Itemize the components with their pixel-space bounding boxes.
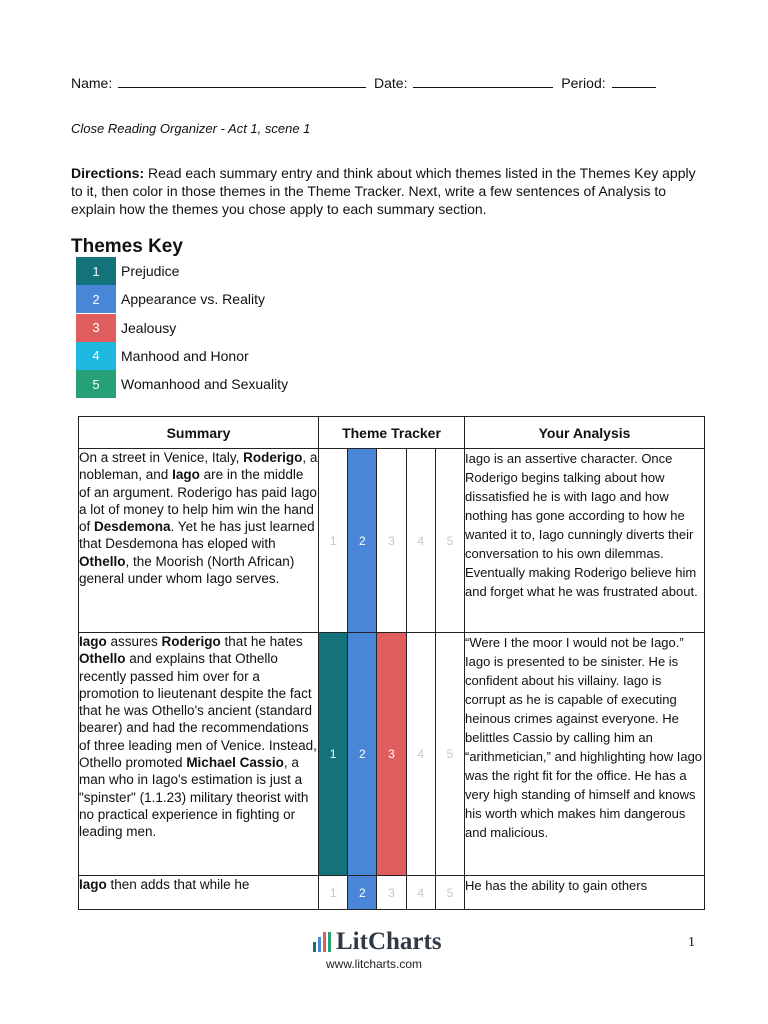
summary-cell [79,449,319,633]
footer-url: www.litcharts.com [326,957,423,971]
tracker-theme-1[interactable]: 1 [319,449,348,632]
theme-label: Manhood and Honor [121,347,249,364]
summary-bold-term: Roderigo [243,450,303,465]
table-row [79,876,705,910]
summary-bold-term: Michael Cassio [186,755,284,771]
theme-label: Womanhood and Sexuality [121,376,289,393]
page-subtitle: Close Reading Organizer - Act 1, scene 1 [71,121,311,136]
tracker-theme-1[interactable]: 1 [319,876,348,909]
theme-label: Prejudice [121,263,180,279]
summary-bold-term: Roderigo [161,634,221,649]
analysis-header: Your Analysis [465,417,705,449]
tracker-theme-1[interactable]: 1 [319,633,348,875]
table-header-row [79,417,705,449]
summary-text: On a street in Venice, Italy, [79,450,244,465]
name-label: Name: [71,75,113,91]
tracker-theme-3[interactable]: 3 [377,449,406,632]
theme-swatch: 5 [76,370,116,398]
tracker-theme-3[interactable]: 3 [377,876,406,909]
header-line [71,75,660,91]
summary-text: and explains that Othello recently passed him over for a promotion to lieutenant despite the fact that he was Othello's ancient (standard bearer) and had the recommendations of three leading men of Venice. Instead, Othello promoted [79,651,317,771]
themes-key-title: Themes Key [71,236,183,257]
themes-key [76,257,288,398]
logo-bar [313,942,316,952]
analysis-cell[interactable]: Iago is an assertive character. Once Roderigo begins talking about how dissatisfied he is with Iago and how nothing has gone according to how he wanted it to, Iago cunningly diverts their conversation to his own dilemmas. Eventually making Roderigo believe him and forget what he was frustrated about. [465,449,705,633]
theme-swatch: 3 [76,314,116,342]
directions [71,164,701,218]
theme-key-item [76,370,288,398]
summary-cell [79,876,319,910]
analysis-cell[interactable]: He has the ability to gain others [465,876,705,910]
theme-swatch: 2 [76,285,116,313]
logo-text: LitCharts [336,928,442,955]
page-number: 1 [688,935,695,950]
summary-cell [79,633,319,876]
summary-text: then adds that while he [106,877,250,892]
summary-text: , the Moorish (North African) general under whom Iago serves. [79,553,295,587]
summary-bold-term: Iago [79,877,107,892]
summary-bold-term: Othello [79,553,126,569]
date-label: Date: [374,75,408,91]
theme-key-item [76,285,288,313]
theme-tracker-cell [319,633,465,876]
summary-bold-term: Iago [172,467,200,483]
close-reading-table [78,416,705,910]
summary-bold-term: Desdemona [94,519,171,535]
table-row [79,633,705,876]
tracker-theme-4[interactable]: 4 [407,633,436,875]
tracker-theme-2[interactable]: 2 [348,633,377,875]
theme-label: Jealousy [121,319,177,336]
period-blank [612,75,656,88]
table-row [79,449,705,633]
summary-text: , a nobleman, and [79,450,318,483]
summary-text: assures [106,634,162,649]
summary-text: are in the middle of an argument. Roderigo has paid Iago a lot of money to help him win the hand of [79,467,317,535]
date-blank [413,75,553,88]
tracker-theme-5[interactable]: 5 [446,885,454,900]
logo-bars-icon [313,932,331,952]
logo-bar [323,932,326,952]
summary-bold-term: Iago [79,634,107,649]
tracker-theme-3[interactable]: 3 [377,633,406,875]
directions-label: Directions: [71,165,145,181]
tracker-theme-5[interactable]: 5 [446,747,454,761]
period-label: Period: [561,75,606,91]
directions-text: Read each summary entry and think about which themes listed in the Themes Key apply to it, then color in those themes in the Theme Tracker. Next, write a few sentences of Analysis to explain how the themes you chose apply to each summary section. [71,165,696,217]
analysis-cell[interactable]: “Were I the moor I would not be Iago.” Iago is presented to be sinister. He is confident about his villainy. Iago is corrupt as he is capable of executing heinous crimes against everyone. He belittles Cassio by calling him an “arithmetician,” and highlighting how Iago was the right fit for the office. He has a very high standing of himself and knows his worth which makes him dangerous and malicious. [465,633,705,876]
tracker-theme-4[interactable]: 4 [407,449,436,632]
summary-bold-term: Othello [79,651,126,667]
logo-bar [328,932,331,952]
theme-swatch: 1 [76,257,116,285]
summary-text: . Yet he has just learned that Desdemona has eloped with [79,519,315,552]
tracker-theme-2[interactable]: 2 [348,876,377,909]
summary-text: that he hates [220,634,303,649]
summary-text: , a man who in Iago's estimation is just a "spinster" (1.1.23) military theorist with no practical experience in fighting or leading men. [79,755,309,840]
theme-label: Appearance vs. Reality [121,291,265,308]
name-blank [118,75,366,88]
theme-swatch: 4 [76,342,116,370]
theme-key-item [76,314,288,342]
tracker-header: Theme Tracker [319,417,465,449]
theme-key-item [76,257,288,285]
theme-tracker-cell [319,876,465,910]
summary-header: Summary [79,417,319,449]
litcharts-logo [313,928,442,956]
theme-key-item [76,342,288,370]
tracker-theme-5[interactable]: 5 [446,533,454,548]
tracker-theme-2[interactable]: 2 [348,449,377,632]
theme-tracker-cell [319,449,465,633]
logo-bar [318,937,321,952]
tracker-theme-4[interactable]: 4 [407,876,436,909]
